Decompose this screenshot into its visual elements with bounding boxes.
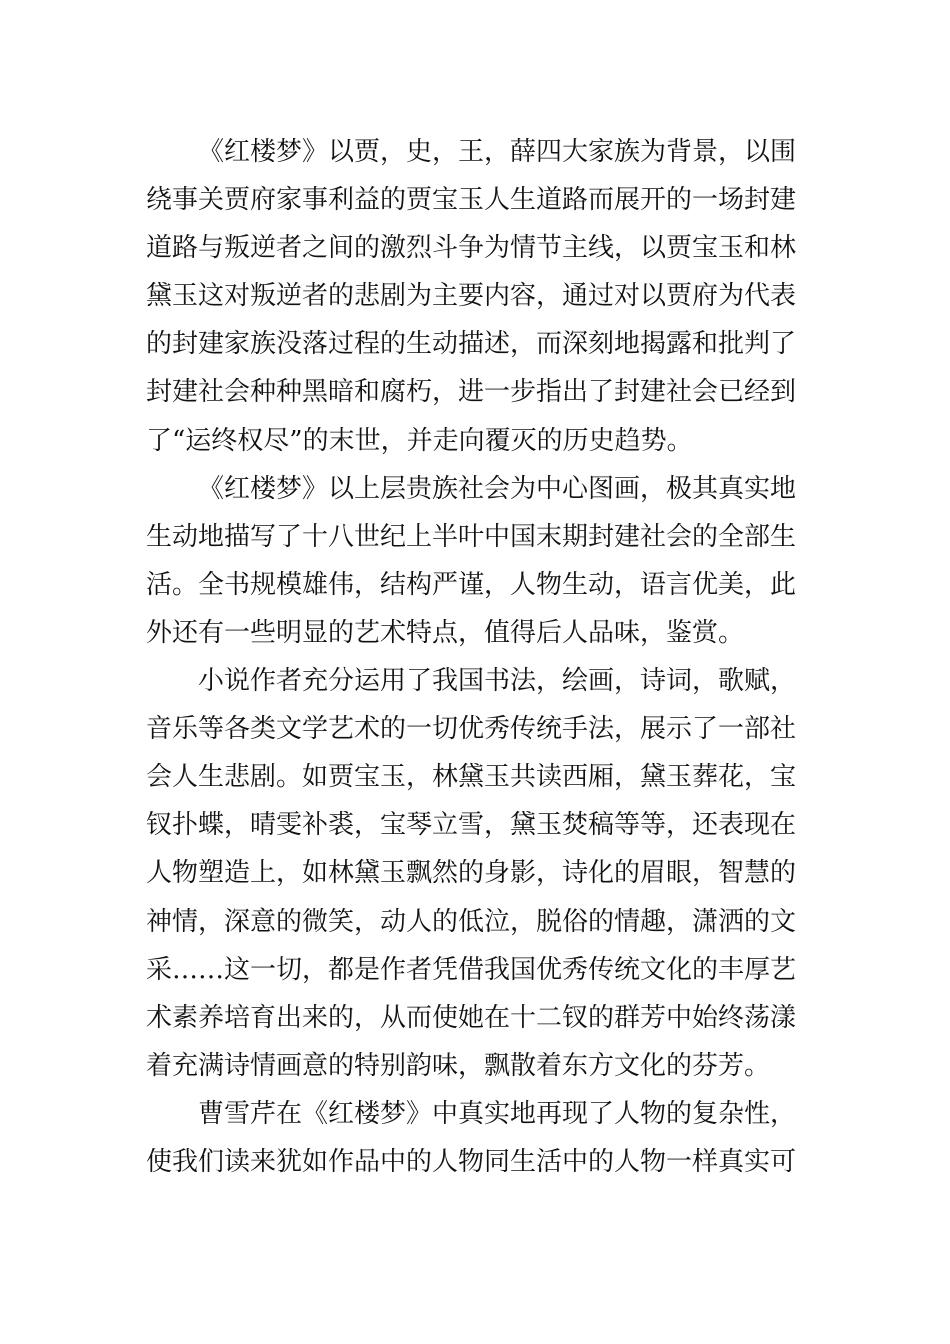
paragraph-3-line-5: 人物塑造上，如林黛玉飘然的身影，诗化的眉眼，智慧的 (146, 858, 797, 889)
paragraph-1-line-4: 黛玉这对叛逆者的悲剧为主要内容，通过对以贾府为代表 (146, 281, 797, 312)
paragraph-1-line-6: 封建社会种种黑暗和腐朽，进一步指出了封建社会已经到 (146, 377, 797, 408)
paragraph-1-line-2: 绕事关贾府家事利益的贾宝玉人生道路而展开的一场封建 (146, 185, 797, 216)
body-text (146, 128, 810, 1186)
paragraph-3-line-1: 小说作者充分运用了我国书法，绘画，诗词，歌赋， (198, 666, 797, 697)
paragraph-1-line-3: 道路与叛逆者之间的激烈斗争为情节主线，以贾宝玉和林 (146, 233, 797, 264)
paragraph-2-line-3: 活。全书规模雄伟，结构严谨，人物生动，语言优美，此 (146, 569, 797, 600)
paragraph-3-line-7: 采……这一切，都是作者凭借我国优秀传统文化的丰厚艺 (146, 954, 797, 985)
paragraph-2-line-2: 生动地描写了十八世纪上半叶中国末期封建社会的全部生 (146, 521, 797, 552)
paragraph-4-line-2: 使我们读来犹如作品中的人物同生活中的人物一样真实可 (146, 1146, 797, 1177)
paragraph-3-line-9: 着充满诗情画意的特别韵味，飘散着东方文化的芬芳。 (146, 1050, 771, 1081)
paragraph-1-line-7: 了“运终权尽”的末世，并走向覆灭的历史趋势。 (146, 425, 693, 456)
paragraph-2-line-4: 外还有一些明显的艺术特点，值得后人品味，鉴赏。 (146, 617, 745, 648)
paragraph-3-line-3: 会人生悲剧。如贾宝玉，林黛玉共读西厢，黛玉葬花，宝 (146, 762, 797, 793)
paragraph-3-line-8: 术素养培育出来的，从而使她在十二钗的群芳中始终荡漾 (146, 1002, 797, 1033)
paragraph-3-line-4: 钗扑蝶，晴雯补裘，宝琴立雪，黛玉焚稿等等，还表现在 (146, 810, 797, 841)
paragraph-4-line-1: 曹雪芹在《红楼梦》中真实地再现了人物的复杂性， (198, 1098, 797, 1129)
paragraph-2-line-1: 《红楼梦》以上层贵族社会为中心图画，极其真实地 (198, 473, 797, 504)
paragraph-1-line-1: 《红楼梦》以贾，史，王，薛四大家族为背景，以围 (198, 137, 797, 167)
paragraph-3-line-6: 神情，深意的微笑，动人的低泣，脱俗的情趣，潇洒的文 (146, 906, 797, 937)
paragraph-1-line-5: 的封建家族没落过程的生动描述，而深刻地揭露和批判了 (146, 329, 797, 360)
paragraph-3-line-2: 音乐等各类文学艺术的一切优秀传统手法，展示了一部社 (146, 714, 797, 745)
